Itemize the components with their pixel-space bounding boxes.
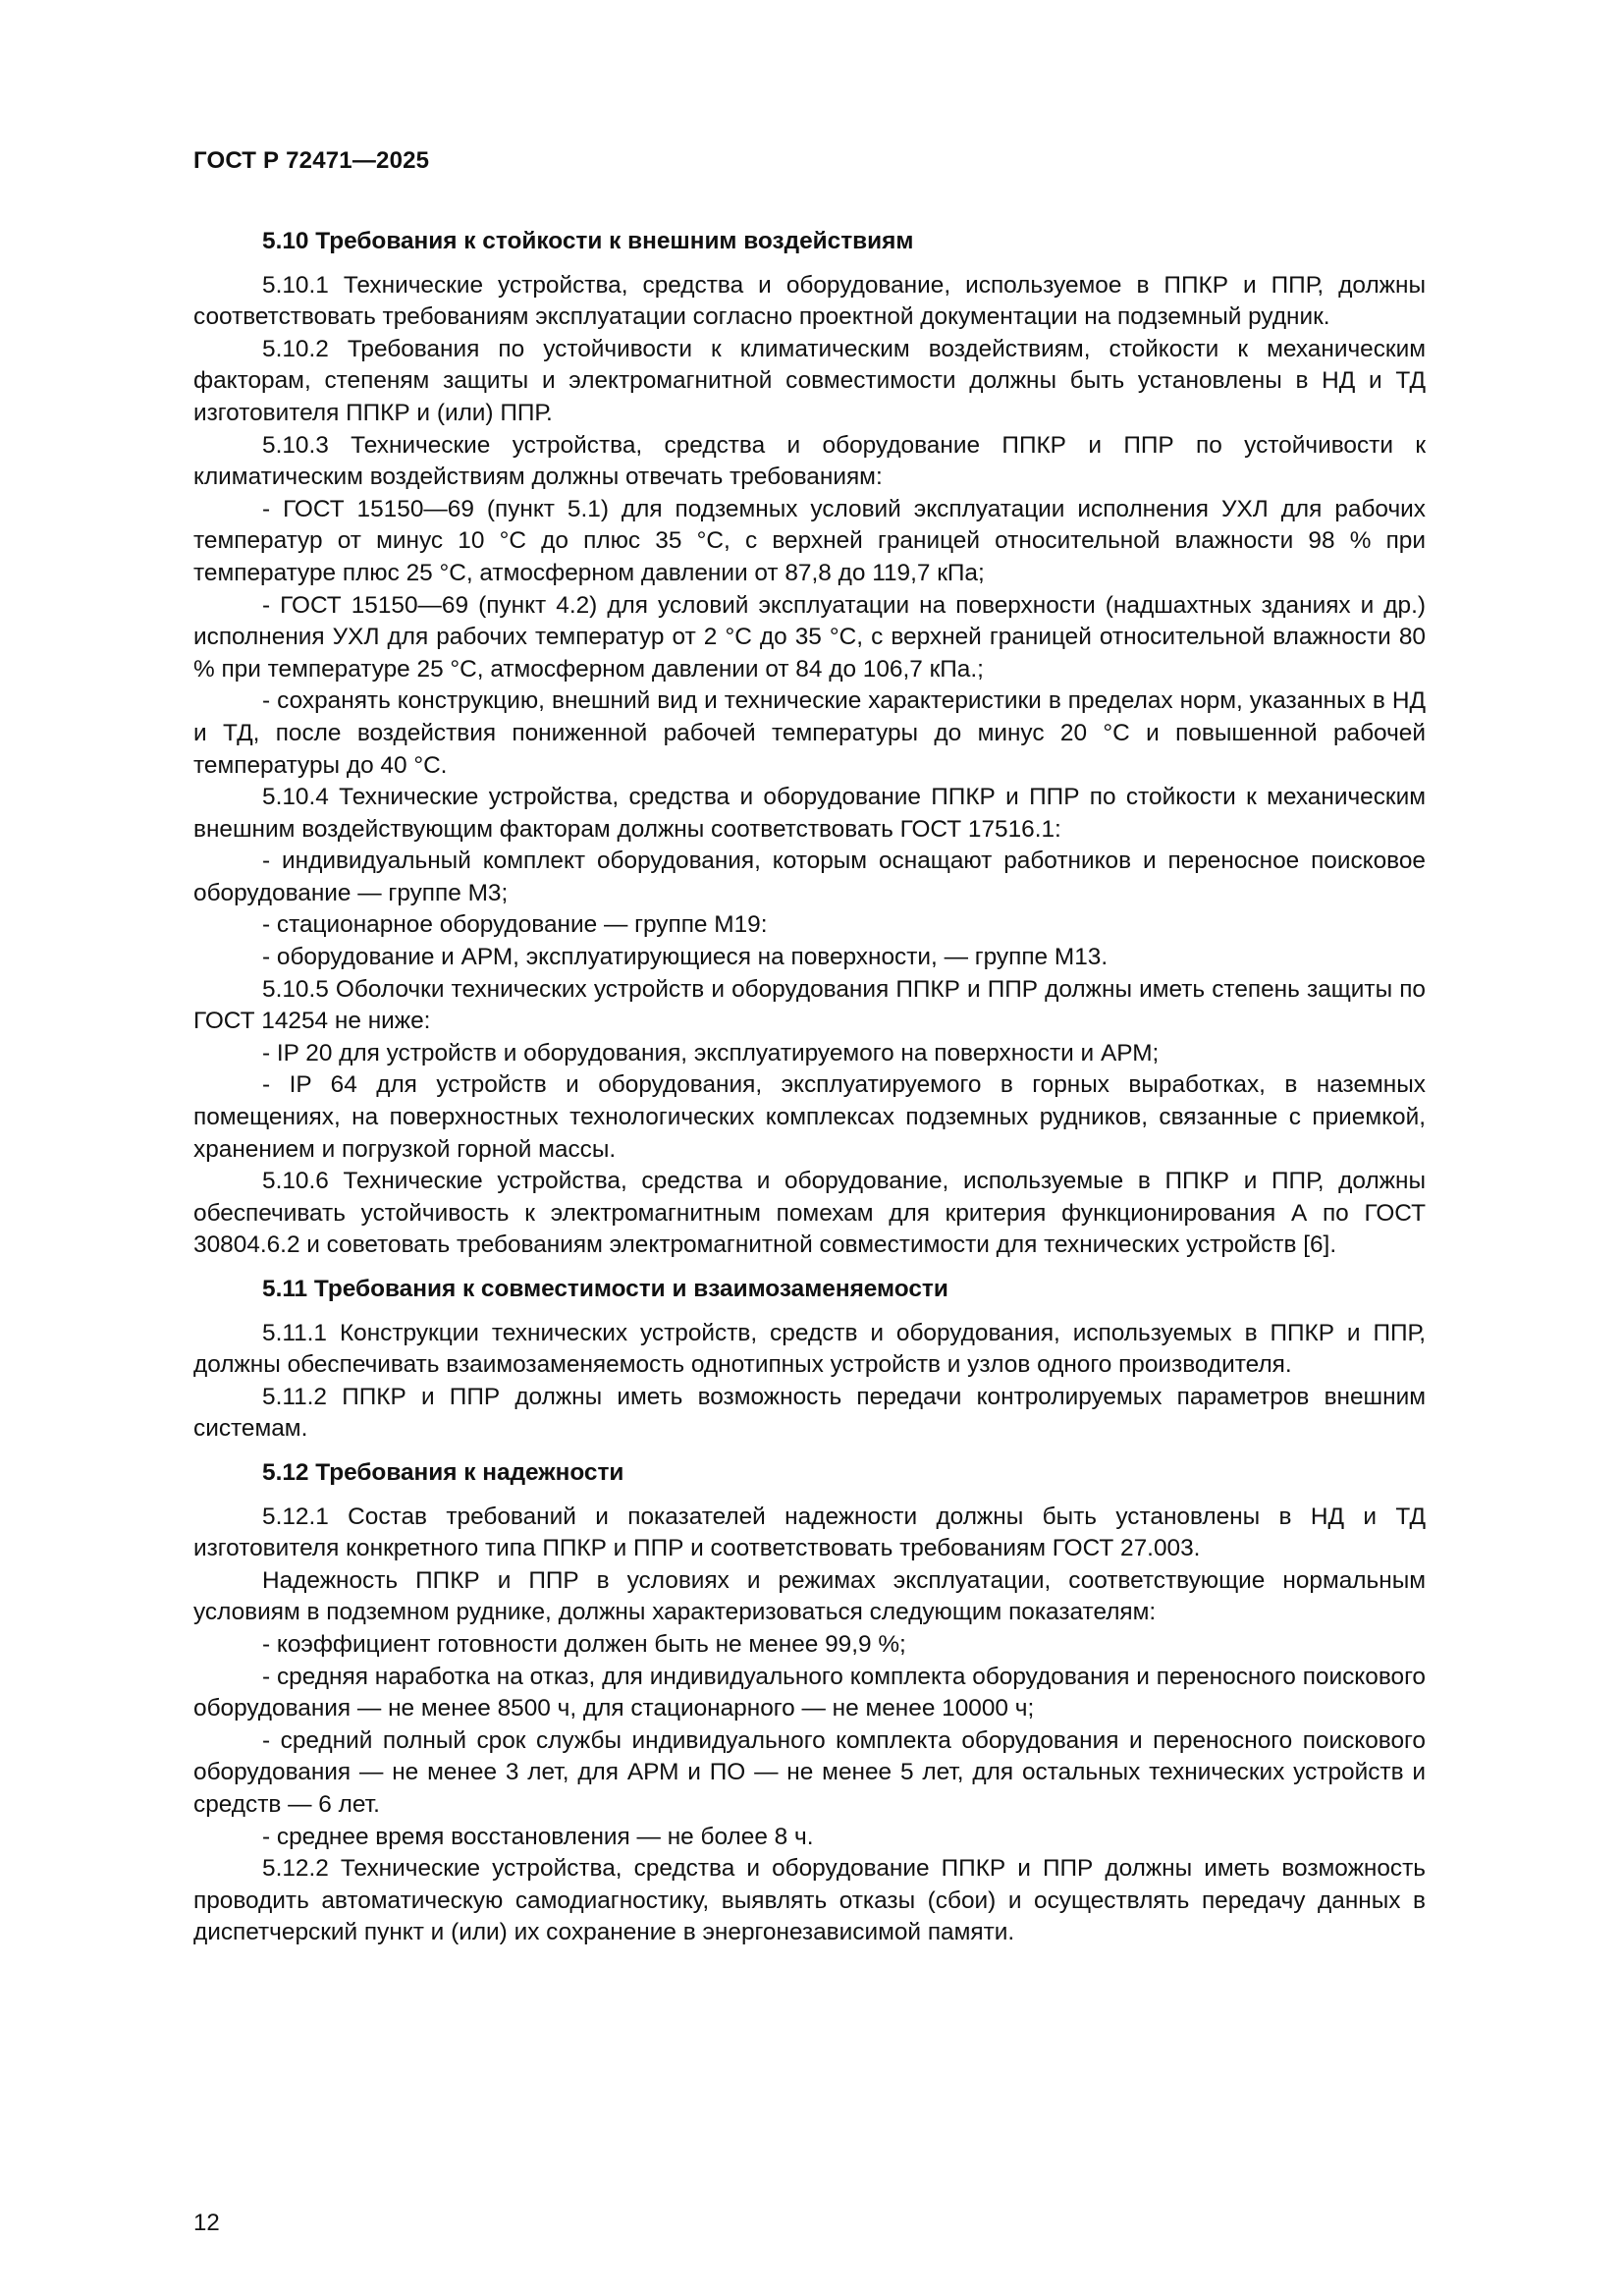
list-item: - ГОСТ 15150—69 (пункт 4.2) для условий эксплуатации на поверхности (надшахтных зданиях и др.) исполнения УХЛ для рабочих температур от 2 °С до 35 °С, с верхней границей относительной влажности 80 % при температуре 25 °С, атмосферном давлении от 84 до 106,7 кПа.; (193, 591, 1426, 683)
section-heading: 5.10 Требования к стойкости к внешним воздействиям (262, 228, 914, 254)
paragraph: 5.10.5 Оболочки технических устройств и оборудования ППКР и ППР должны иметь степень защиты по ГОСТ 14254 не ниже: (193, 975, 1426, 1035)
list-item: - коэффициент готовности должен быть не менее 99,9 %; (262, 1630, 906, 1658)
list-item: - ГОСТ 15150—69 (пункт 5.1) для подземных условий эксплуатации исполнения УХЛ для рабочих температур от минус 10 °С до плюс 35 °С, с верхней границей относительной влажности 98 % при температуре плюс 25 °С, атмосферном давлении от 87,8 до 119,7 кПа; (193, 495, 1426, 586)
paragraph: 5.10.6 Технические устройства, средства и оборудование, используемые в ППКР и ППР, должны обеспечивать устойчивость к электромагнитным помехам для критерия функционирования А по ГОСТ 30804.6.2 и советовать требованиям электромагнитной совместимости для технических устройств [6]. (193, 1168, 1426, 1259)
page-number: 12 (193, 2210, 220, 2236)
section-heading: 5.12 Требования к надежности (262, 1458, 624, 1486)
paragraph: Надежность ППКР и ППР в условиях и режимах эксплуатации, соответствующие нормальным условиям в подземном руднике, должны характеризоваться следующим показателям: (193, 1566, 1426, 1626)
list-item: - IP 20 для устройств и оборудования, эксплуатируемого на поверхности и АРМ; (262, 1039, 1160, 1066)
paragraph: 5.11.2 ППКР и ППР должны иметь возможность передачи контролируемых параметров внешним системам. (193, 1383, 1426, 1443)
list-item: - стационарное оборудование — группе М19: (262, 911, 768, 939)
list-item: - среднее время восстановления — не более 8 ч. (262, 1823, 814, 1850)
list-item: - оборудование и АРМ, эксплуатирующиеся на поверхности, — группе М13. (262, 944, 1109, 971)
paragraph: 5.11.1 Конструкции технических устройств, средств и оборудования, используемых в ППКР и ППР, должны обеспечивать взаимозаменяемость однотипных устройств и узлов одного производителя. (193, 1319, 1426, 1379)
paragraph: 5.10.4 Технические устройства, средства и оборудование ППКР и ППР по стойкости к механическим внешним воздействующим факторам должны соответствовать ГОСТ 17516.1: (193, 784, 1426, 843)
list-item: - IP 64 для устройств и оборудования, эксплуатируемого в горных выработках, в наземных помещениях, на поверхностных технологических комплексах подземных рудников, связанные с приемкой, хранением и погрузкой горной массы. (193, 1071, 1426, 1163)
list-item: - средний полный срок службы индивидуального комплекта оборудования и переносного поискового оборудования — не менее 3 лет, для АРМ и ПО — не менее 5 лет, для остальных технических устройств и средств — 6 лет. (193, 1726, 1426, 1818)
document-code-header: ГОСТ Р 72471—2025 (193, 147, 430, 174)
list-item: - сохранять конструкцию, внешний вид и технические характеристики в пределах норм, указанных в НД и ТД, после воздействия пониженной рабочей температуры до минус 20 °С и повышенной рабочей температуры до 40 °С. (193, 687, 1426, 779)
paragraph: 5.10.2 Требования по устойчивости к климатическим воздействиям, стойкости к механическим факторам, степеням защиты и электромагнитной совместимости должны быть установлены в НД и ТД изготовителя ППКР и (или) ППР. (193, 335, 1426, 426)
paragraph: 5.10.1 Технические устройства, средства и оборудование, используемое в ППКР и ППР, должны соответствовать требованиям эксплуатации согласно проектной документации на подземный рудник. (193, 271, 1426, 331)
section-heading: 5.11 Требования к совместимости и взаимозаменяемости (262, 1276, 948, 1302)
paragraph: 5.10.3 Технические устройства, средства и оборудование ППКР и ППР по устойчивости к климатическим воздействиям должны отвечать требованиям: (193, 431, 1426, 491)
document-body (193, 226, 1426, 1949)
paragraph: 5.12.1 Состав требований и показателей надежности должны быть установлены в НД и ТД изготовителя конкретного типа ППКР и ППР и соответствовать требованиям ГОСТ 27.003. (193, 1503, 1426, 1562)
paragraph: 5.12.2 Технические устройства, средства и оборудование ППКР и ППР должны иметь возможность проводить автоматическую самодиагностику, выявлять отказы (сбои) и осуществлять передачу данных в диспетчерский пункт и (или) их сохранение в энергонезависимой памяти. (193, 1855, 1426, 1946)
list-item: - средняя наработка на отказ, для индивидуального комплекта оборудования и переносного поискового оборудования — не менее 8500 ч, для стационарного — не менее 10000 ч; (193, 1663, 1426, 1722)
list-item: - индивидуальный комплект оборудования, которым оснащают работников и переносное поисковое оборудование — группе М3; (193, 847, 1426, 906)
